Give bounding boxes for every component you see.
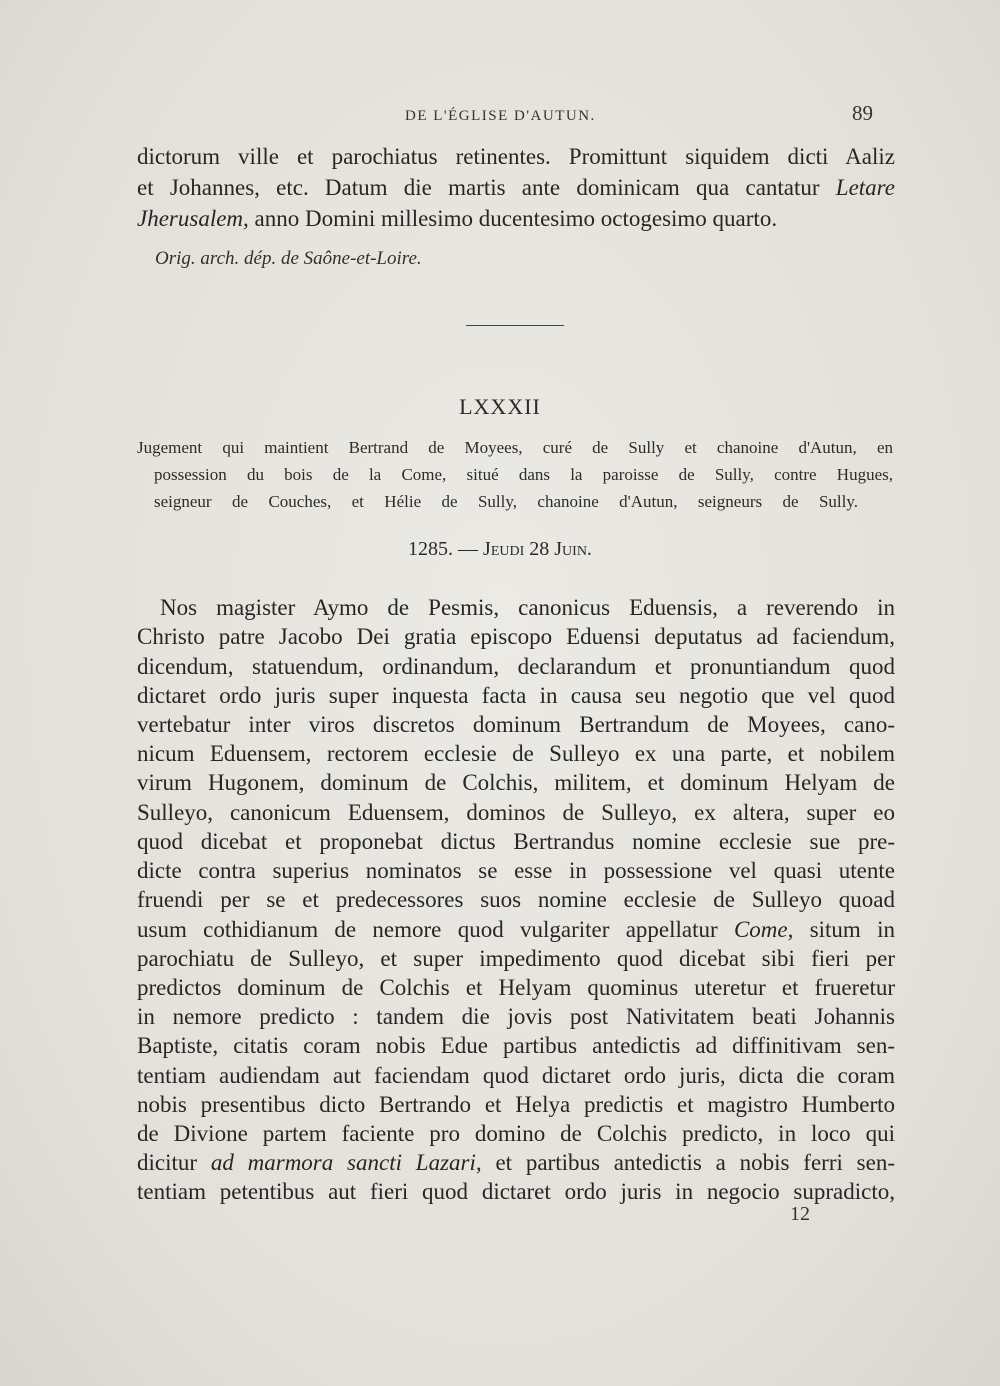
continuation-line: dictorum ville et parochiatus retinentes. Promittunt siquidem dicti Aaliz [137,144,895,169]
body-line: in nemore predicto : tandem die jovis post Nativitatem beati Johannis [137,1004,895,1029]
continuation-line: Jherusalem, anno Domini millesimo ducentesimo octogesimo quarto. [137,206,778,231]
body-line: nobis presentibus dicto Bertrando et Helya predictis et magistro Humberto [137,1092,895,1117]
body-line: vertebatur inter viros discretos dominum Bertrandum de Moyees, cano- [137,712,895,737]
source-note: Orig. arch. dép. de Saône-et-Loire. [155,248,422,269]
summary-line: possession du bois de la Come, situé dans la paroisse de Sully, contre Hugues, [154,465,893,484]
body-line: tentiam audiendam aut faciendam quod dictaret ordo juris, dicta die coram [137,1063,895,1088]
body-line: dicte contra superius nominatos se esse in possessione vel quasi utente [137,858,895,883]
body-line: de Divione partem faciente pro domino de Colchis predicto, in loco qui [137,1121,895,1146]
body-line: quod dicebat et proponebat dictus Bertrandus nomine ecclesie sue pre- [137,829,895,854]
body-line: Nos magister Aymo de Pesmis, canonicus Eduensis, a reverendo in [160,595,895,620]
running-head: DE L'ÉGLISE D'AUTUN. [405,108,596,124]
body-line: parochiatu de Sulleyo, et super impedimento quod dicebat sibi fieri per [137,946,895,971]
document-date [0,538,1000,561]
summary-line: seigneur de Couches, et Hélie de Sully, chanoine d'Autun, seigneurs de Sully. [154,492,858,511]
body-line: dicendum, statuendum, ordinandum, declarandum et pronuntiandum quod [137,654,895,679]
body-line: fruendi per se et predecessores suos nomine ecclesie de Sulleyo quoad [137,887,895,912]
body-line: tentiam petentibus aut fieri quod dictaret ordo juris in negocio supradicto, [137,1179,895,1204]
body-line: virum Hugonem, dominum de Colchis, militem, et dominum Helyam de [137,770,895,795]
page-number: 89 [852,101,873,125]
document-number: LXXXII [459,394,541,419]
date-year: 1285. — [408,538,479,560]
body-line: dictaret ordo juris super inquesta facta in causa seu negotio que vel quod [137,683,895,708]
section-divider [466,325,564,326]
body-line: Baptiste, citatis coram nobis Edue partibus antedictis ad diffinitivam sen- [137,1033,895,1058]
body-line: Christo patre Jacobo Dei gratia episcopo Eduensi deputatus ad faciendum, [137,624,895,649]
signature-mark: 12 [790,1203,810,1225]
summary-line: Jugement qui maintient Bertrand de Moyees, curé de Sully et chanoine d'Autun, en [137,438,893,457]
body-line: predictos dominum de Colchis et Helyam quominus uteretur et frueretur [137,975,895,1000]
date-day: Jeudi 28 Juin. [483,538,592,560]
continuation-line: et Johannes, etc. Datum die martis ante dominicam qua cantatur Letare [137,175,895,200]
body-line: usum cothidianum de nemore quod vulgariter appellatur Come, situm in [137,917,896,942]
body-line: Sulleyo, canonicum Eduensem, dominos de Sulleyo, ex altera, super eo [137,800,895,825]
body-line: dicitur ad marmora sancti Lazari, et partibus antedictis a nobis ferri sen- [137,1150,895,1175]
body-line: nicum Eduensem, rectorem ecclesie de Sulleyo ex una parte, et nobilem [137,741,895,766]
